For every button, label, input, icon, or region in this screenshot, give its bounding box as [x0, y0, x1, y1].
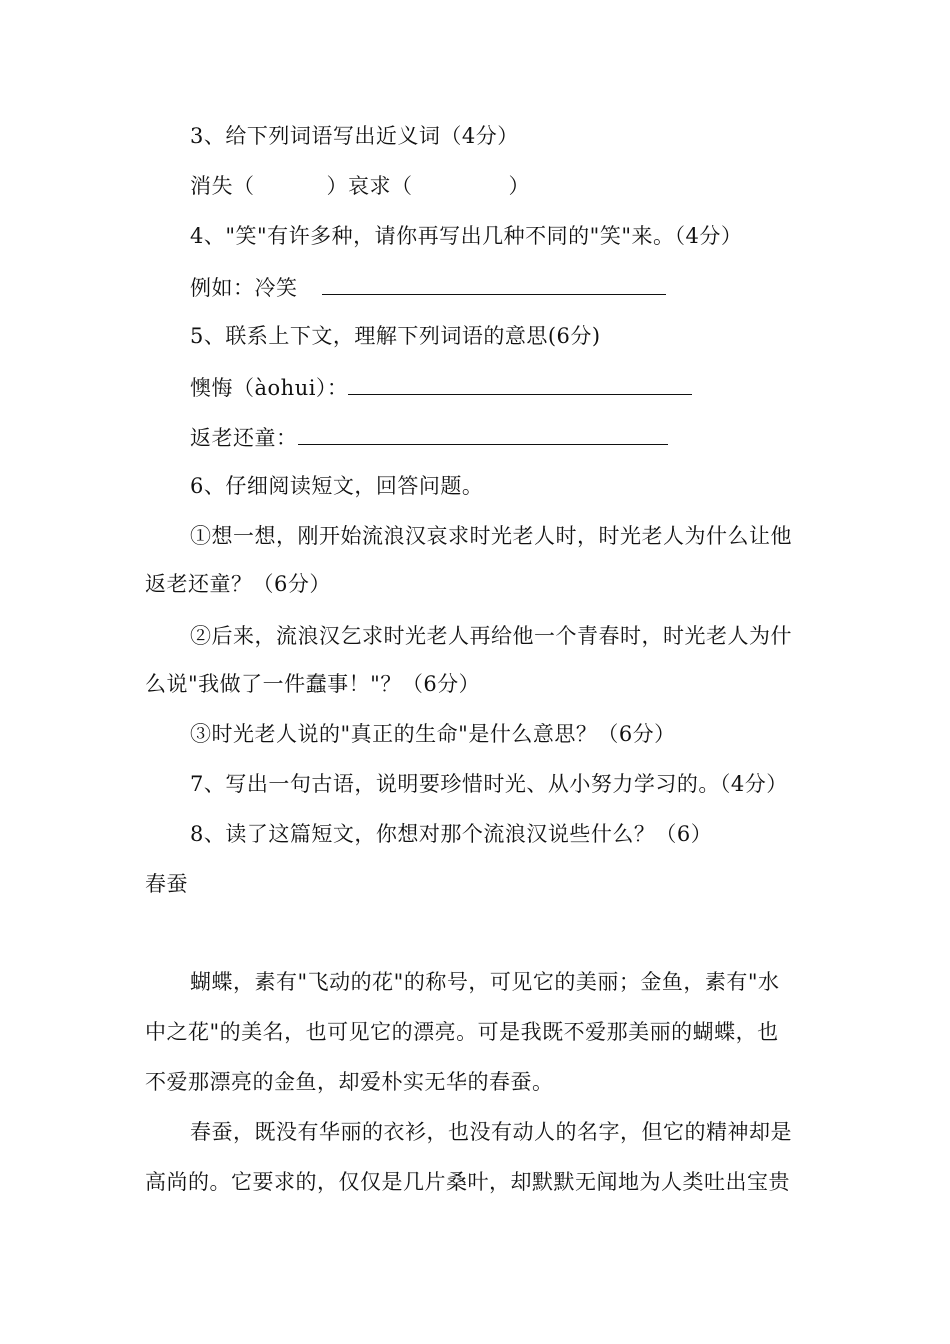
article-paragraph-2-line-1: 春蚕，既没有华丽的衣衫，也没有动人的名字，但它的精神却是 [190, 1120, 792, 1144]
question-3-answer-line [190, 172, 530, 200]
question-5-term-1-line [190, 372, 692, 402]
question-5-term-2-line [190, 422, 668, 452]
question-6-sub-2-line-2: 么说"我做了一件蠢事！"？（6分） [145, 672, 481, 696]
article-paragraph-1-line-3: 不爱那漂亮的金鱼，却爱朴实无华的春蚕。 [145, 1070, 554, 1094]
question-4-title: 4、"笑"有许多种，请你再写出几种不同的"笑"来。（4分） [190, 224, 743, 248]
question-6-sub-3: ③时光老人说的"真正的生命"是什么意思？（6分） [190, 722, 676, 746]
question-4-example: 例如：冷笑 [190, 276, 298, 300]
question-6-sub-1-line-2: 返老还童？（6分） [145, 572, 331, 596]
question-3-title: 3、给下列词语写出近义词（4分） [190, 124, 519, 148]
question-5-term-1: 懊悔（àohui）： [190, 376, 349, 400]
synonym-close-1: ） [326, 174, 348, 198]
article-paragraph-1-line-1: 蝴蝶，素有"飞动的花"的称号，可见它的美丽；金鱼，素有"水 [190, 970, 780, 994]
synonym-word-1: 消失（ [190, 174, 255, 198]
question-7-title: 7、写出一句古语，说明要珍惜时光、从小努力学习的。（4分） [190, 772, 788, 796]
article-paragraph-1-line-2: 中之花"的美名，也可见它的漂亮。可是我既不爱那美丽的蝴蝶，也 [145, 1020, 779, 1044]
question-8-title: 8、读了这篇短文，你想对那个流浪汉说些什么？（6） [190, 822, 713, 846]
article-title: 春蚕 [145, 872, 188, 896]
question-5-title: 5、联系上下文，理解下列词语的意思(6分) [190, 324, 601, 348]
question-6-title: 6、仔细阅读短文，回答问题。 [190, 474, 484, 498]
question-6-sub-2-line-1: ②后来，流浪汉乞求时光老人再给他一个青春时，时光老人为什 [190, 624, 792, 648]
answer-blank[interactable] [322, 272, 666, 295]
answer-blank[interactable] [298, 422, 668, 445]
synonym-close-2: ） [508, 174, 530, 198]
synonym-word-2: 哀求（ [348, 174, 413, 198]
question-4-example-line [190, 272, 666, 302]
question-5-term-2: 返老还童： [190, 426, 298, 450]
answer-blank[interactable] [348, 372, 692, 395]
article-paragraph-2-line-2: 高尚的。它要求的，仅仅是几片桑叶，却默默无闻地为人类吐出宝贵 [145, 1170, 790, 1194]
question-6-sub-1-line-1: ①想一想，刚开始流浪汉哀求时光老人时，时光老人为什么让他 [190, 524, 792, 548]
